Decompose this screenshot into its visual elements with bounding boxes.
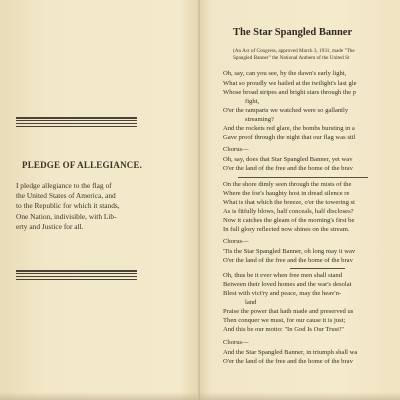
verse-line: As is fitfully blows, half conceals, half discloses? [223, 208, 354, 215]
verse-line: On the shore dimly seen through the mists of the [223, 181, 352, 188]
chorus-label: Chorus— [223, 238, 249, 245]
chorus-line: O'er the land of the free and the home of the brav [223, 257, 353, 264]
decorative-rule-bottom [16, 270, 137, 282]
verse-line: Oh, thus be it ever when free men shall stand [223, 272, 343, 279]
pledge-line: erty and Justice for all. [16, 221, 84, 231]
verse-line: streaming? [245, 116, 274, 123]
verse-line: Now it catches the gleam of the morning's first be [223, 217, 355, 224]
chorus-label: Chorus— [223, 339, 249, 346]
verse-line: Praise the power that hath made and preserved us [223, 308, 354, 315]
paper-bottom-edge [0, 392, 400, 400]
chorus-line: O'er the land of the free and the home of the brav [223, 358, 353, 365]
decorative-rule-top [16, 117, 137, 129]
verse-line: fight, [245, 98, 260, 105]
verse-line: And this be our motto: "In God Is Our Trust!" [223, 326, 344, 333]
verse-line: land [245, 299, 257, 306]
verse-line: Between their loved homes and the war's desolat [223, 281, 352, 288]
verse-line: Gave proof through the night that our flag was stil [223, 134, 356, 141]
pledge-text [16, 181, 150, 232]
pledge-line: I pledge allegiance to the flag of [16, 181, 112, 190]
verse-line: Where the foe's haughty host in dread silence re [223, 190, 350, 197]
section-divider [290, 268, 345, 269]
anthem-title: The Star Spangled Banner [233, 27, 353, 38]
verse-line: And the rockets red glare, the bombs bursting in a [223, 125, 355, 132]
pledge-line: One Nation, indivisible, with Lib- [16, 211, 117, 221]
pledge-line: to the Republic for which it stands, [16, 201, 120, 211]
chorus-label: Chorus— [223, 146, 249, 153]
chorus-line: O'er the land of the free and the home of the brav [223, 165, 353, 172]
verse-line: What so proudly we hailed at the twilight's last gle [223, 80, 357, 87]
verse-line: Oh, say, can you see, by the dawn's early light, [223, 70, 347, 77]
pledge-title: PLEDGE OF ALLEGIANCE. [22, 160, 143, 170]
act-note-line: Spangled Banner" the National Anthem of the United St [233, 55, 350, 61]
act-note-line: (An Act of Congress, approved March 3, 1931, made "The [233, 48, 355, 54]
verse-line: O'er the ramparts we watched were so gallantly [223, 107, 349, 114]
pledge-line: the United States of America, and [16, 191, 116, 201]
verse-line: Blest with vict'ry and peace, may the heav'n- [223, 290, 342, 297]
act-note [233, 48, 355, 62]
chorus-line: 'Tis the Star Spangled Banner, oh long may it wav [223, 248, 356, 255]
section-divider [238, 177, 368, 178]
chorus-line: Oh, say, does that Star Spangled Banner, yet wav [223, 156, 353, 163]
verse-line: What is that which the breeze, o'er the towering st [223, 199, 355, 206]
verse-line: Whose broad stripes and bright stars through the p [223, 89, 356, 96]
verse-line: In full glory reflected now shines on the stream. [223, 226, 350, 233]
page-fold [198, 0, 201, 400]
verse-line: Then conquer we must, for our cause it is just; [223, 317, 346, 324]
chorus-line: And the Star Spangled Banner, in triumph shall wa [223, 349, 358, 356]
